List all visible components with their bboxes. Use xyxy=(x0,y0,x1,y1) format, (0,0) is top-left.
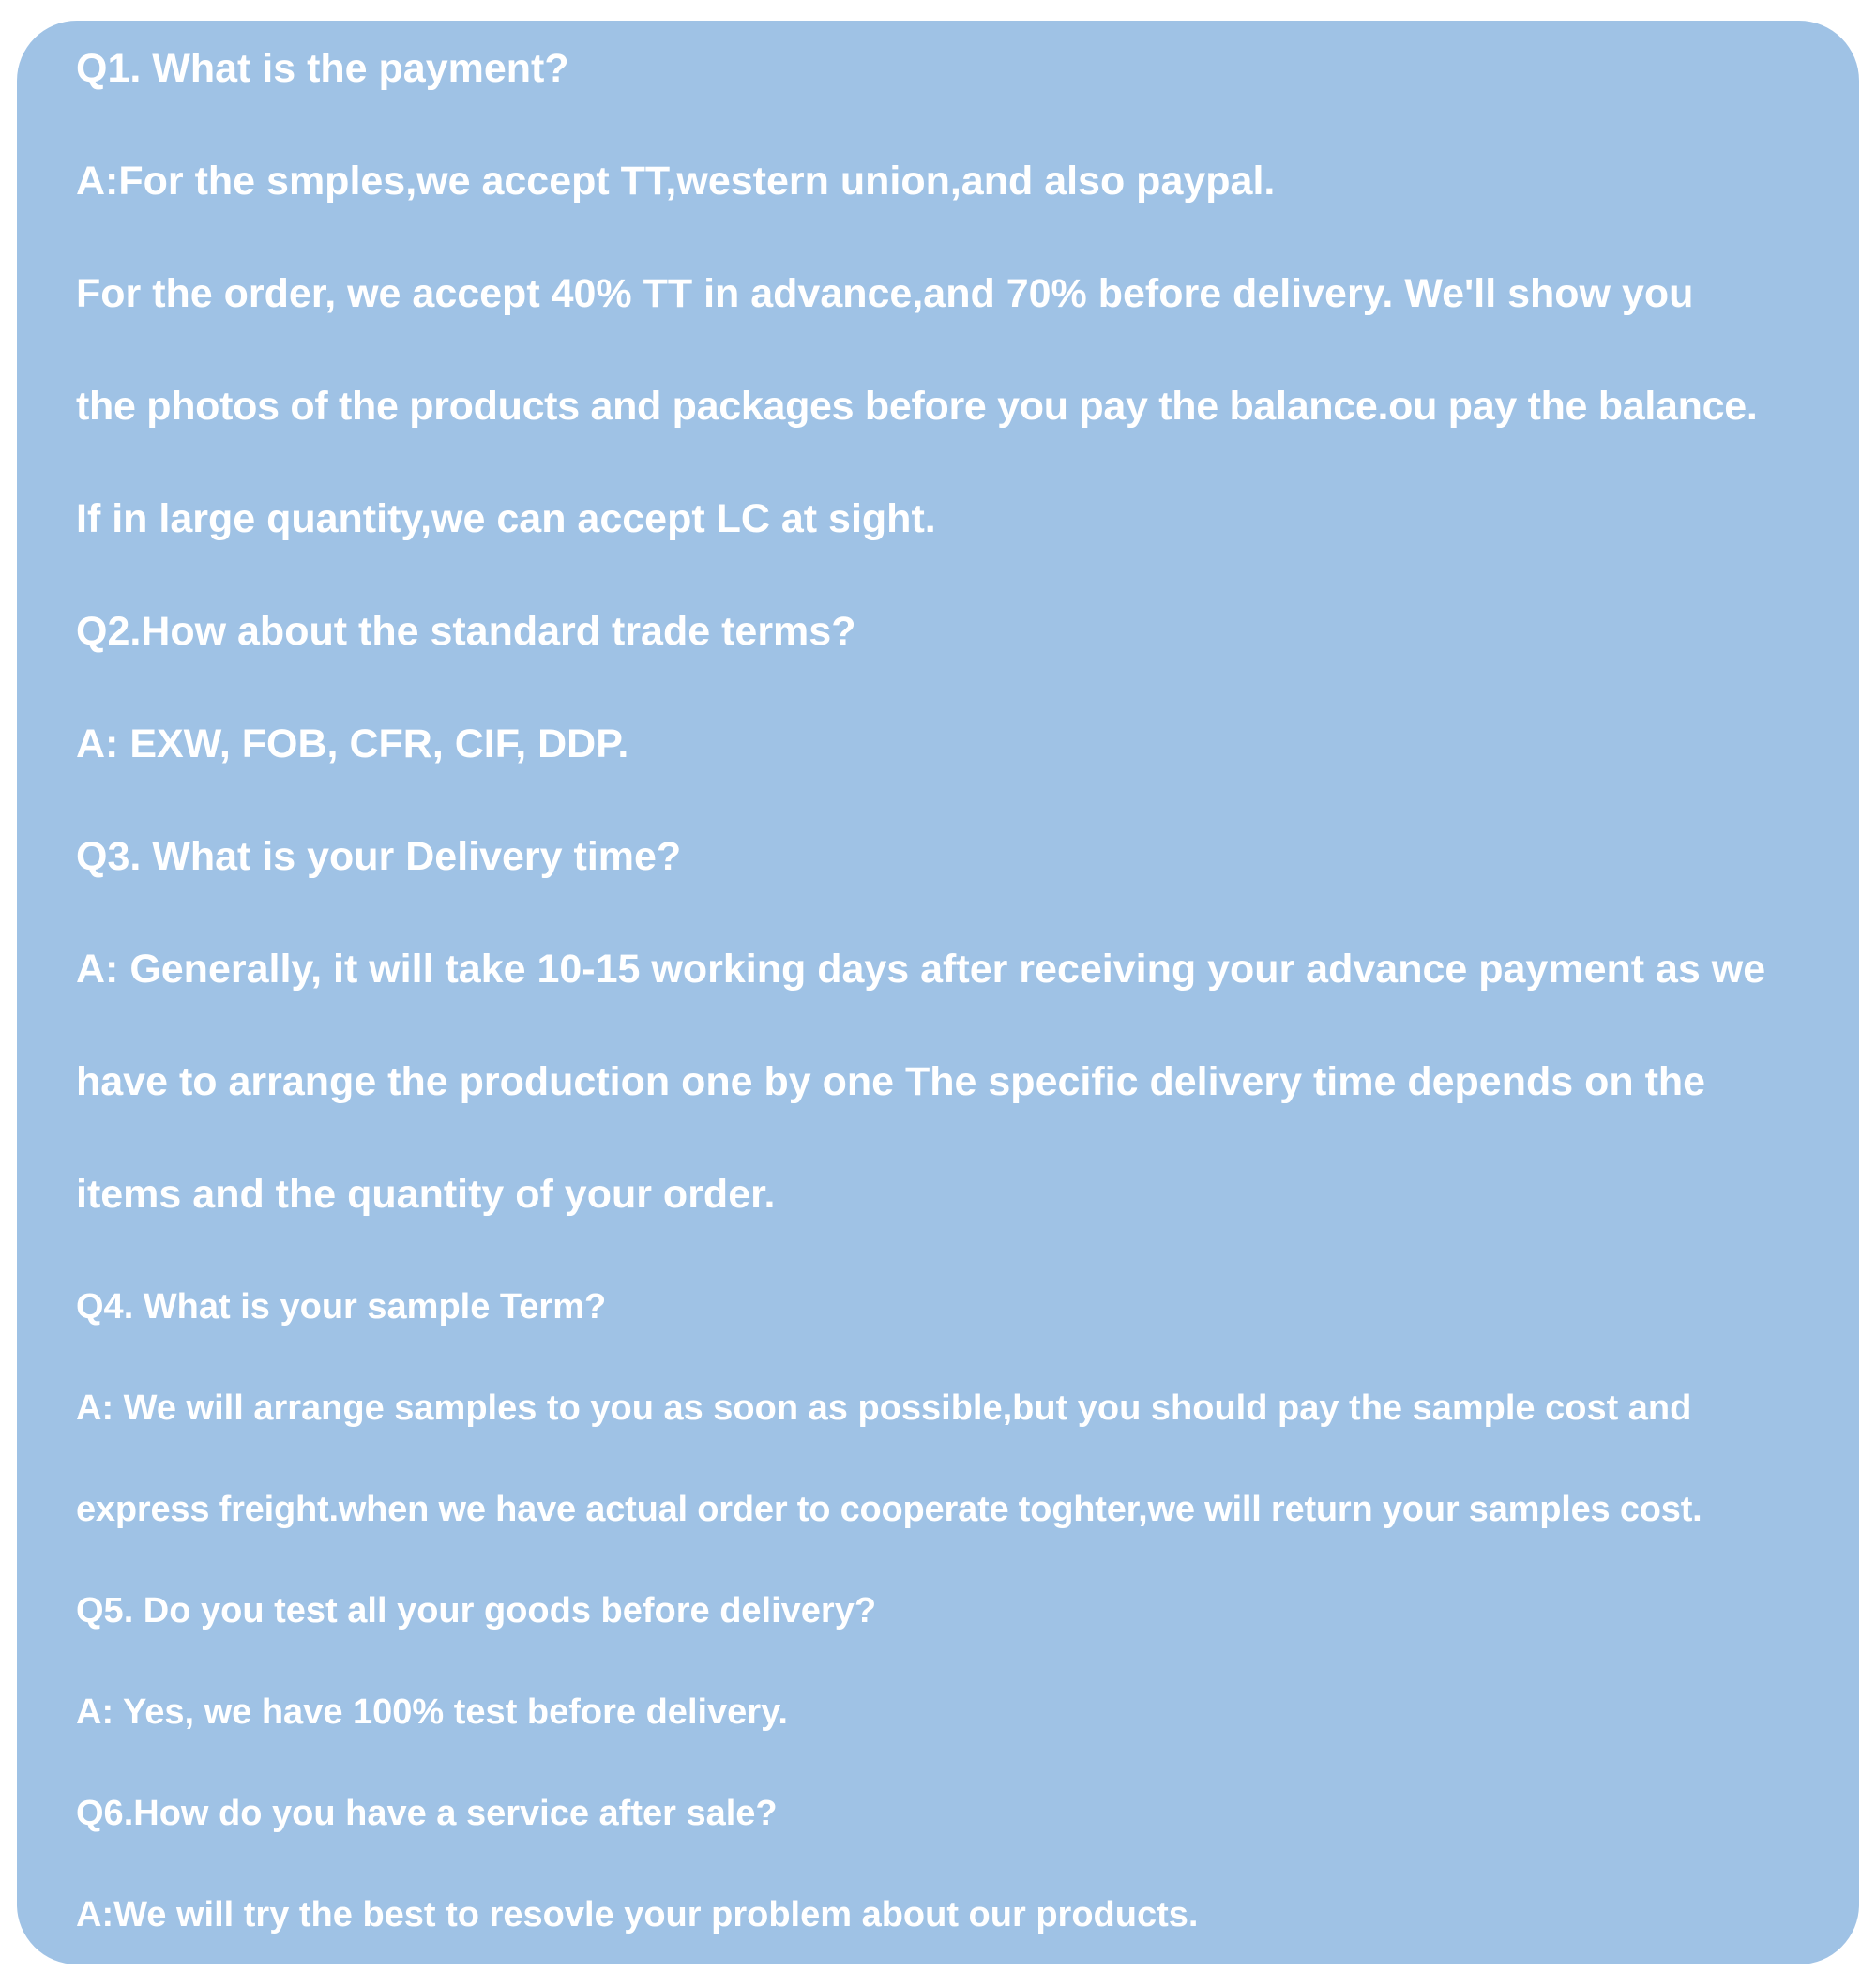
faq-answer-1-line-4: If in large quantity,we can accept LC at sight. xyxy=(76,496,936,541)
faq-answer-5: A: Yes, we have 100% test before delivery. xyxy=(76,1692,788,1732)
faq-question-4: Q4. What is your sample Term? xyxy=(76,1287,607,1327)
faq-answer-4-line-2: express freight.when we have actual order to cooperate toghter,we will return your samples cost. xyxy=(76,1490,1702,1529)
faq-answer-6: A:We will try the best to resovle your problem about our products. xyxy=(76,1895,1199,1934)
faq-question-5: Q5. Do you test all your goods before delivery? xyxy=(76,1591,877,1631)
faq-question-6: Q6.How do you have a service after sale? xyxy=(76,1794,778,1833)
faq-answer-3-line-3: items and the quantity of your order. xyxy=(76,1172,776,1217)
faq-question-2: Q2.How about the standard trade terms? xyxy=(76,609,856,654)
faq-question-1: Q1. What is the payment? xyxy=(76,46,569,91)
faq-answer-3: A: Generally, it will take 10-15 working days after receiving your advance payment as we xyxy=(76,947,1766,992)
faq-answer-4: A: We will arrange samples to you as soon as possible,but you should pay the sample cost and xyxy=(76,1388,1692,1428)
faq-answer-2: A: EXW, FOB, CFR, CIF, DDP. xyxy=(76,721,629,766)
faq-answer-3-line-2: have to arrange the production one by one The specific delivery time depends on the xyxy=(76,1059,1706,1104)
faq-answer-1-line-2: For the order, we accept 40% TT in advance,and 70% before delivery. We'll show you xyxy=(76,271,1694,316)
faq-answer-1: A:For the smples,we accept TT,western union,and also paypal. xyxy=(76,159,1276,204)
faq-answer-1-line-3: the photos of the products and packages before you pay the balance.ou pay the balance. xyxy=(76,384,1758,429)
faq-question-3: Q3. What is your Delivery time? xyxy=(76,834,682,879)
